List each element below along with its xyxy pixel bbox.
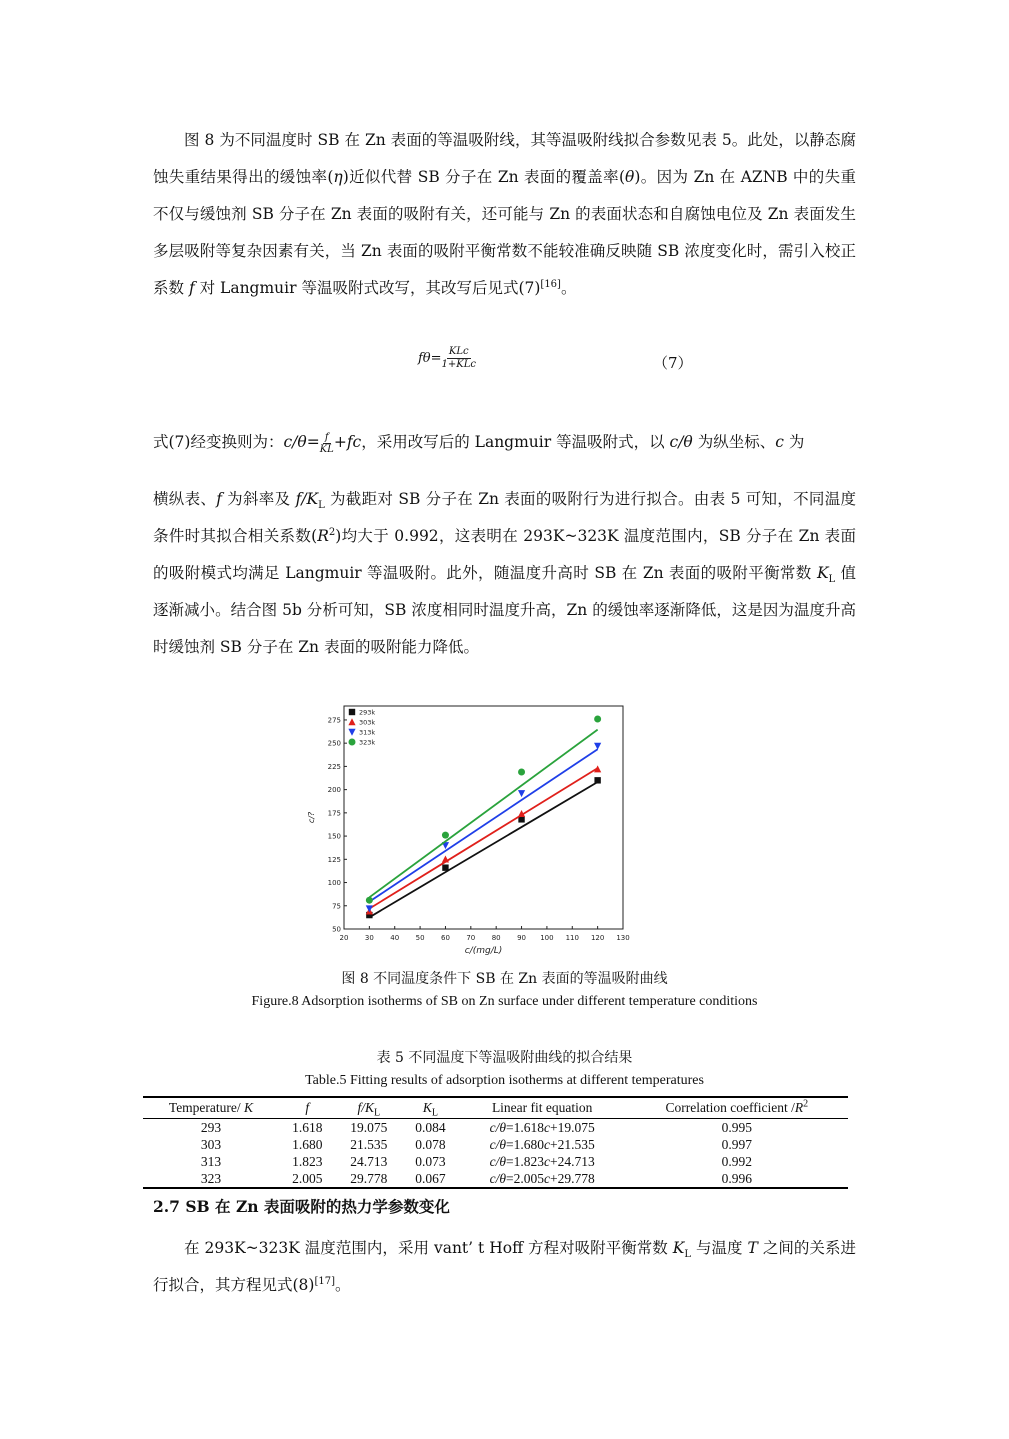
- equation-7: fθ= KLc 1+KLc: [418, 346, 476, 370]
- citation-17: [17]: [314, 1275, 335, 1287]
- transform-fraction: $\frac{f}{KL}$: [319, 431, 334, 455]
- legend-marker-303k: [348, 718, 355, 725]
- section-heading-2-7: 2.7 SB 在 Zn 表面吸附的热力学参数变化: [153, 1197, 450, 1216]
- y-tick-label: 125: [327, 855, 341, 864]
- figure-8-caption-zh: 图 8 不同温度条件下 SB 在 Zn 表面的等温吸附曲线: [341, 971, 668, 987]
- data-point-313k: [366, 905, 373, 912]
- legend-marker-313k: [348, 729, 355, 736]
- citation-16: [16]: [540, 278, 561, 290]
- data-point-323k: [442, 832, 449, 839]
- fit-line-313k: [369, 749, 597, 901]
- y-tick-label: 50: [332, 925, 341, 934]
- col-correlation: Correlation coefficient $/R^2$: [626, 1097, 848, 1119]
- y-tick-label: 100: [327, 879, 341, 888]
- data-point-313k: [518, 790, 525, 797]
- data-point-323k: [366, 897, 373, 904]
- plot-frame: [344, 706, 623, 929]
- x-axis-label: c/(mg/L): [464, 946, 503, 956]
- y-tick-label: 200: [327, 786, 341, 795]
- table-5-caption-en: Table.5 Fitting results of adsorption isotherms at different temperatures: [305, 1073, 704, 1088]
- y-tick-label: 275: [327, 716, 341, 725]
- col-linear-fit: Linear fit equation: [459, 1097, 626, 1119]
- y-tick-label: 75: [332, 902, 341, 911]
- legend-label-303k: 303k: [359, 718, 376, 727]
- col-f-kl: $f/K_L$: [336, 1097, 403, 1119]
- data-point-293k: [442, 864, 448, 870]
- legend-label-293k: 293k: [359, 708, 376, 717]
- legend-label-323k: 323k: [359, 738, 376, 747]
- x-tick-label: 90: [517, 934, 527, 942]
- table-5-caption-zh: 表 5 不同温度下等温吸附曲线的拟合结果: [376, 1050, 633, 1066]
- y-tick-label: 250: [327, 739, 341, 748]
- x-tick-label: 80: [491, 934, 501, 942]
- fit-line-323k: [369, 730, 597, 898]
- table-row: 323 2.005 29.778 0.067 c/θ=2.005c+29.778 0.996: [143, 1170, 848, 1188]
- y-axis-label: c/?: [307, 811, 316, 824]
- x-tick-label: 20: [339, 934, 349, 942]
- table-header-row: [143, 1097, 848, 1119]
- x-tick-label: 60: [440, 934, 450, 942]
- data-point-303k: [442, 856, 449, 863]
- paragraph-transform: 式(7)经变换则为：c/θ= $\frac{f}{KL}$ +fc，采用改写后的 Langmuir 等温吸附式，以 c/θ 为纵坐标、c 为: [153, 431, 805, 455]
- x-tick-label: 50: [415, 934, 425, 942]
- paragraph-isotherm-intro: 图 8 为不同温度时 SB 在 Zn 表面的等温吸附线，其等温吸附线拟合参数见表 5。此处，以静态腐蚀失重结果得出的缓蚀率(η)近似代替 SB 分子在 Zn 表面的覆盖率(θ)。因为 Zn 在 AZNB 中的失重不仅与缓蚀剂 SB 分子在 Zn 表面的吸附有关，还可能与 Zn 的表面状态和自腐蚀电位及 Zn 表面发生多层吸附等复杂因素有关，当 Zn 表面的吸附平衡常数不能较准确反映随 SB 浓度变化时，需引入校正系数 f 对 Langmuir 等温吸附式改写，其改写后见式(7)[16]。: [153, 131, 856, 297]
- figure-8-caption-en: Figure.8 Adsorption isotherms of SB on Zn surface under different temperature conditions: [251, 994, 758, 1009]
- data-point-313k: [594, 743, 601, 750]
- paragraph-fit-analysis: 横纵表、f 为斜率及 $f/K_L$ 为截距对 SB 分子在 Zn 表面的吸附行为进行拟合。由表 5 可知，不同温度条件时其拟合相关系数$(R^2)$均大于 0.992，这表明在 293K~323K 温度范围内，SB 分子在 Zn 表面的吸附模式均满足 Langmuir 等温吸附。此外，随温度升高时 SB 在 Zn 表面的吸附平衡常数 $K_L$ 值逐渐减小。结合图 5b 分析可知，SB 浓度相同时温度升高，Zn 的缓蚀率逐渐降低，这是因为温度升高时缓蚀剂 SB 分子在 Zn 表面的吸附能力降低。: [153, 490, 856, 656]
- x-tick-label: 120: [590, 934, 605, 942]
- data-point-323k: [518, 768, 525, 775]
- table-row: 293 1.618 19.075 0.084 c/θ=1.618c+19.075 0.995: [200, 1119, 752, 1135]
- fitting-results-table: [143, 1096, 848, 1189]
- y-tick-label: 150: [327, 832, 341, 841]
- legend-marker-293k: [349, 709, 355, 715]
- fit-line-303k: [369, 768, 597, 908]
- x-tick-label: 40: [390, 934, 400, 942]
- fit-line-293k: [369, 782, 597, 917]
- col-kl: $K_L$: [402, 1097, 459, 1119]
- table-row: 313 1.823 24.713 0.073 c/θ=1.823c+24.713 0.992: [200, 1153, 752, 1169]
- x-tick-label: 100: [540, 934, 554, 942]
- legend-label-313k: 313k: [359, 728, 376, 737]
- equation-7-fraction: KLc 1+KLc: [441, 346, 476, 370]
- table-row: 303 1.680 21.535 0.078 c/θ=1.680c+21.535 0.997: [200, 1136, 752, 1152]
- data-point-293k: [594, 777, 600, 783]
- x-tick-label: 70: [466, 934, 476, 942]
- x-tick-label: 30: [364, 934, 374, 942]
- x-tick-label: 110: [565, 934, 579, 942]
- data-point-323k: [594, 716, 601, 723]
- y-tick-label: 175: [327, 809, 341, 818]
- adsorption-isotherm-chart: [300, 698, 640, 960]
- col-f: f: [279, 1097, 336, 1119]
- paragraph-vant-hoff: 在 293K~323K 温度范围内，采用 vant’ t Hoff 方程对吸附平衡常数 $K_L$ 与温度 T 之间的关系进行拟合，其方程见式(8)[17]。: [153, 1239, 856, 1294]
- equation-number-7: （7）: [653, 354, 693, 372]
- legend-marker-323k: [349, 739, 356, 746]
- x-tick-label: 130: [616, 934, 630, 942]
- y-tick-label: 225: [327, 762, 341, 771]
- col-temperature: Temperature/ K: [143, 1097, 279, 1119]
